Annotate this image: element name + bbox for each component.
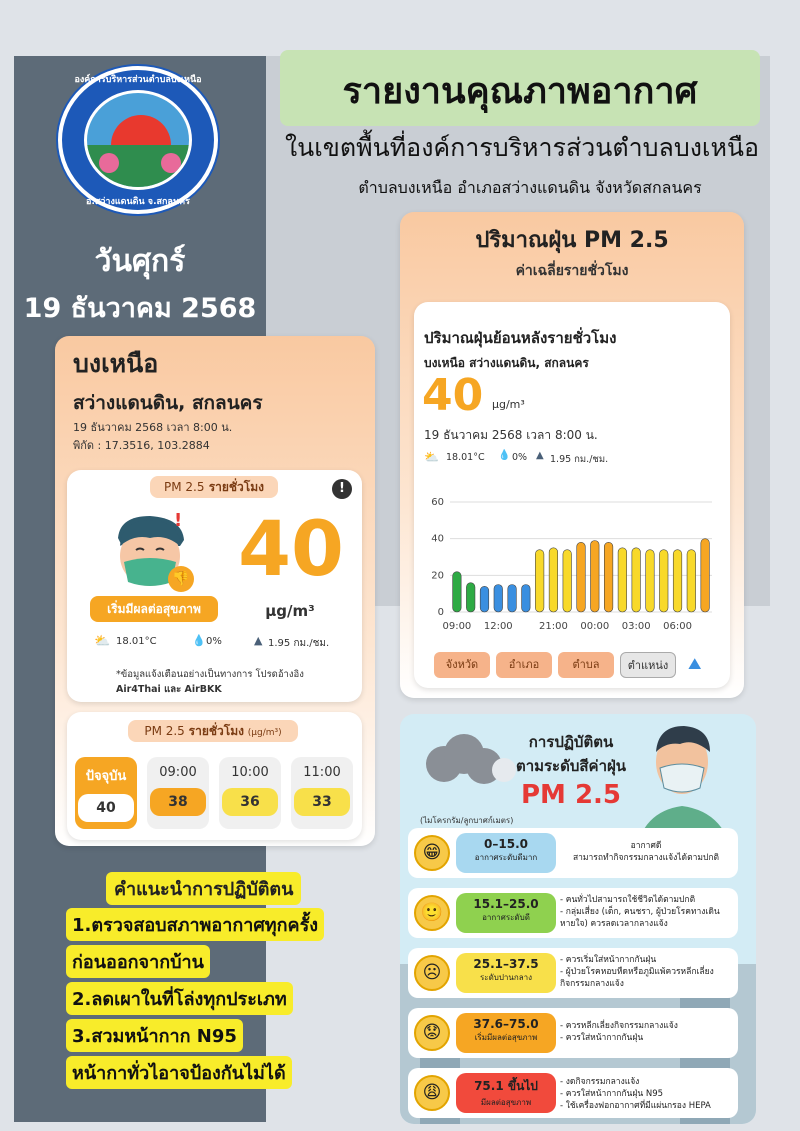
hour-box-now[interactable] <box>75 757 137 829</box>
hour-value: 36 <box>222 788 278 816</box>
official-note-source: Air4Thai และ AirBKK <box>116 684 222 695</box>
level-label <box>456 893 556 933</box>
pm-unit: µg/m³ <box>265 602 315 620</box>
level-range: 37.6–75.0 <box>473 1017 539 1031</box>
pm-bar-chart <box>420 490 720 640</box>
hour-box-1000[interactable] <box>219 757 281 829</box>
bar <box>508 585 517 613</box>
history-datetime: 19 ธันวาคม 2568 เวลา 8:00 น. <box>424 428 598 442</box>
level-desc-line: สามารถทำกิจกรรมกลางแจ้งได้ตามปกติ <box>572 853 720 863</box>
level-desc-line: อากาศดี <box>630 841 662 851</box>
recommend-item: ก่อนออกจากบ้าน <box>66 945 210 978</box>
district-name: สว่างแดนดิน, สกลนคร <box>73 392 263 414</box>
level-name: อากาศระดับดี <box>482 913 530 922</box>
bar <box>646 550 655 612</box>
advice-level-moderate <box>408 948 738 998</box>
x-tick-label: 06:00 <box>663 621 692 632</box>
pm-panel-subtitle: ค่าเฉลี่ยรายชั่วโมง <box>515 263 629 279</box>
level-desc-line: - ควรใส่หน้ากากกันฝุ่น N95 <box>560 1089 664 1099</box>
info-icon[interactable]: ! <box>332 479 352 499</box>
level-name: อากาศระดับดีมาก <box>474 853 538 862</box>
place-name: บงเหนือ <box>73 349 159 378</box>
very-happy-face-icon: 😁 <box>414 835 450 871</box>
history-place: บงเหนือ สว่างแดนดิน, สกลนคร <box>424 356 589 370</box>
filter-subdistrict-button[interactable]: ตำบล <box>558 652 614 678</box>
level-desc <box>560 954 732 990</box>
x-tick-label: 09:00 <box>442 621 472 632</box>
hourly-title-unit: (µg/m³) <box>247 728 282 738</box>
bar <box>522 585 531 613</box>
history-wind: 1.95 กม./ชม. <box>550 454 609 465</box>
rain-drop-icon: 💧 <box>192 634 206 647</box>
bar <box>453 572 462 612</box>
smile-face-icon: 🙂 <box>414 895 450 931</box>
recommend-item: หน้ากาทั่วไอาจป้องกันไม่ได้ <box>66 1056 292 1089</box>
advice-level-very-good <box>408 828 738 878</box>
pm-value: 40 <box>238 504 344 593</box>
report-title: รายงานคุณภาพอากาศ <box>342 71 698 112</box>
recommend-list <box>66 908 366 1093</box>
history-unit: µg/m³ <box>492 398 525 411</box>
pm-badge-prefix: PM 2.5 <box>164 480 205 494</box>
report-subtitle: ในเขตพื้นที่องค์การบริหารส่วนตำบลบงเหนือ <box>284 133 760 162</box>
hour-box-1100[interactable] <box>291 757 353 829</box>
filter-district-button[interactable]: อำเภอ <box>496 652 552 678</box>
level-desc-line: - ควรใส่หน้ากากกันฝุ่น <box>560 1033 644 1043</box>
level-desc <box>560 840 732 864</box>
map-icon[interactable]: ⛰ <box>688 654 702 673</box>
level-name: เริ่มมีผลต่อสุขภาพ <box>474 1033 538 1042</box>
dust-cloud-icon <box>420 730 516 794</box>
rain-drop-icon: 💧 <box>498 450 511 461</box>
level-range: 75.1 ขึ้นไป <box>474 1079 538 1093</box>
level-desc <box>560 1076 732 1112</box>
hour-time: 11:00 <box>303 765 341 780</box>
wind-speed: 1.95 กม./ชม. <box>268 638 330 649</box>
health-status-badge: เริ่มมีผลต่อสุขภาพ <box>90 596 218 622</box>
advice-unit-note: (ไมโครกรัม/ลูกบาศก์เมตร) <box>420 816 514 825</box>
history-rain: 0% <box>512 452 528 463</box>
level-desc <box>560 894 732 930</box>
weather-cloud-icon: ⛅ <box>424 450 439 464</box>
bar <box>494 585 503 613</box>
worried-face-icon: ☹ <box>414 955 450 991</box>
recommend-item: 3.สวมหน้ากาก N95 <box>66 1019 243 1052</box>
y-tick-label: 40 <box>431 533 444 545</box>
level-label <box>456 953 556 993</box>
advice-title-pm: PM 2.5 <box>520 780 622 810</box>
level-desc-line: - ผู้ป่วยโรคหอบหืดหรือภูมิแพ้ควรหลีกเลี่ยงกิจกรรมกลางแจ้ง <box>560 967 714 989</box>
hour-value: 40 <box>78 794 134 822</box>
y-tick-label: 0 <box>437 607 444 618</box>
bar <box>604 542 613 612</box>
bar <box>701 539 710 612</box>
bar <box>577 542 586 612</box>
temperature: 18.01°C <box>116 636 157 647</box>
wind-arrow-icon: ▲ <box>254 634 263 647</box>
history-value: 40 <box>422 370 484 421</box>
hour-time: 09:00 <box>159 765 197 780</box>
weather-cloud-icon: ⛅ <box>94 634 111 649</box>
hour-value: 38 <box>150 788 206 816</box>
y-tick-label: 60 <box>431 497 444 508</box>
filter-location-button[interactable]: ตำแหน่ง <box>620 652 676 678</box>
bar <box>563 550 572 612</box>
advice-level-start-affecting <box>408 1008 738 1058</box>
bar <box>549 548 558 612</box>
report-location: ตำบลบงเหนือ อำเภอสว่างแดนดิน จังหวัดสกลนคร <box>358 178 702 197</box>
recommend-item: 1.ตรวจสอบสภาพอากาศทุกครั้ง <box>66 908 324 941</box>
hourly-title-badge <box>128 720 298 742</box>
bar <box>687 550 696 612</box>
thumbs-down-icon: 👎 <box>168 566 194 592</box>
distressed-face-icon: 😩 <box>414 1075 450 1111</box>
bar <box>632 548 641 612</box>
level-name: มีผลต่อสุขภาพ <box>480 1098 532 1107</box>
y-tick-label: 20 <box>431 570 444 582</box>
bar <box>480 586 489 612</box>
logo-text-bottom: อ.สว่างแดนดิน จ.สกลนคร <box>86 197 190 207</box>
recommend-title: คำแนะนำการปฏิบัติตน <box>106 872 301 905</box>
advice-level-good <box>408 888 738 938</box>
anxious-face-icon: 😟 <box>414 1015 450 1051</box>
level-desc-line: - กลุ่มเสี่ยง (เด็ก, คนชรา, ผู้ป่วยโรคทางเดินหายใจ) ควรลดเวลากลางแจ้ง <box>560 907 720 929</box>
history-temp: 18.01°C <box>446 452 485 463</box>
pm-panel-title: ปริมาณฝุ่น PM 2.5 <box>475 228 669 253</box>
logo-seal <box>58 66 218 214</box>
level-desc-line: - งดกิจกรรมกลางแจ้ง <box>560 1077 640 1087</box>
x-tick-label: 21:00 <box>539 621 568 632</box>
advice-title-2: ตามระดับสีค่าฝุ่น <box>515 757 627 775</box>
logo-text-top: องค์การบริหารส่วนตำบลบงเหนือ <box>74 75 202 85</box>
level-desc-line: - ควรเริ่มใส่หน้ากากกันฝุ่น <box>560 955 657 965</box>
hour-value: 33 <box>294 788 350 816</box>
hour-box-0900[interactable] <box>147 757 209 829</box>
bar <box>659 550 668 612</box>
level-desc-line: - ควรหลีกเลี่ยงกิจกรรมกลางแจ้ง <box>560 1021 678 1031</box>
filter-province-button[interactable]: จังหวัด <box>434 652 490 678</box>
level-label <box>456 1073 556 1113</box>
advice-title-1: การปฏิบัติตน <box>528 733 614 751</box>
datetime: 19 ธันวาคม 2568 เวลา 8:00 น. <box>73 421 233 434</box>
recommend-item: 2.ลดเผาในที่โล่งทุกประเภท <box>66 982 293 1015</box>
level-name: ระดับปานกลาง <box>479 973 533 982</box>
advice-level-unhealthy <box>408 1068 738 1118</box>
hourly-title-bold: รายชั่วโมง <box>188 724 244 738</box>
history-title: ปริมาณฝุ่นย้อนหลังรายชั่วโมง <box>424 329 617 347</box>
level-desc-line: - คนทั่วไปสามารถใช้ชีวิตได้ตามปกติ <box>560 895 696 905</box>
x-tick-label: 03:00 <box>621 621 651 632</box>
bar <box>466 583 475 612</box>
bar <box>618 548 627 612</box>
level-label <box>456 1013 556 1053</box>
bar <box>535 550 544 612</box>
level-range: 0–15.0 <box>484 837 528 851</box>
rain-chance: 0% <box>206 636 222 647</box>
hourly-title-prefix: PM 2.5 <box>144 724 185 738</box>
svg-text:!: ! <box>174 510 183 531</box>
level-range: 15.1–25.0 <box>473 897 539 911</box>
pm-hourly-badge <box>150 476 278 498</box>
hour-time: ปัจจุบัน <box>85 769 127 784</box>
level-desc <box>560 1020 732 1044</box>
x-tick-label: 12:00 <box>483 621 513 632</box>
level-label <box>456 833 556 873</box>
wind-arrow-icon: ▲ <box>536 450 544 461</box>
official-note: *ข้อมูลแจ้งเตือนอย่างเป็นทางการ โปรดอ้างอิง <box>116 669 304 680</box>
day-label: วันศุกร์ <box>94 244 186 279</box>
hour-time: 10:00 <box>231 765 269 780</box>
level-desc-line: - ใช้เครื่องฟอกอากาศที่มีแผ่นกรอง HEPA <box>560 1101 711 1111</box>
level-range: 25.1–37.5 <box>473 957 539 971</box>
bar <box>591 541 600 613</box>
date-label: 19 ธันวาคม 2568 <box>23 293 257 324</box>
bar <box>673 550 682 612</box>
coordinates: พิกัด : 17.3516, 103.2884 <box>73 439 210 452</box>
pm-badge-suffix: รายชั่วโมง <box>208 480 264 494</box>
x-tick-label: 00:00 <box>580 621 610 632</box>
